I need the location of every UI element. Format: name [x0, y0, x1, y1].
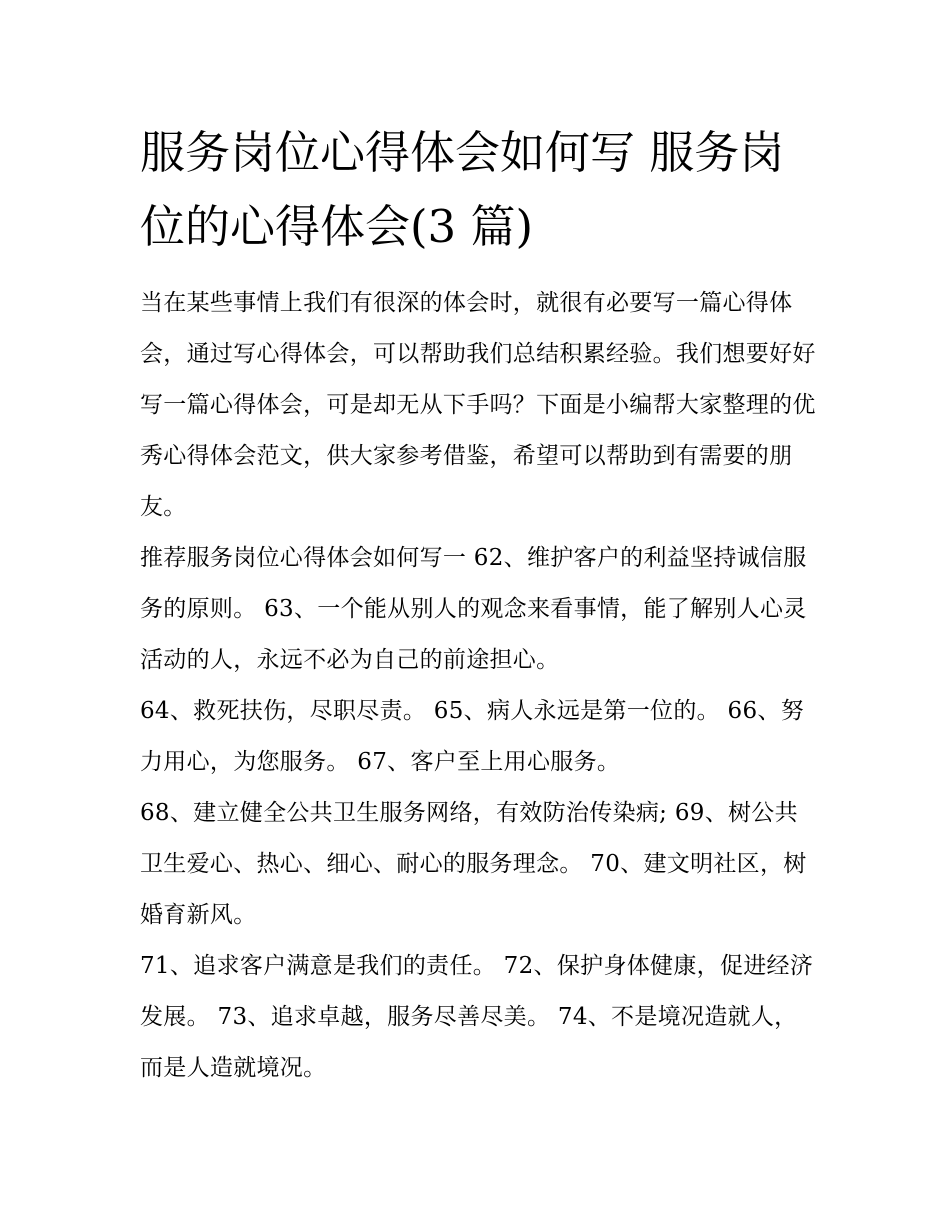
paragraph-71-74: 71、追求客户满意是我们的责任。 72、保护身体健康，促进经济发展。 73、追求卓越，服务尽善尽美。 74、不是境况造就人，而是人造就境况。: [140, 953, 814, 1081]
paragraph-68-70: 68、建立健全公共卫生服务网络，有效防治传染病; 69、树公共卫生爱心、热心、细心、耐心的服务理念。 70、建文明社区，树婚育新风。: [140, 800, 807, 928]
document-title: 服务岗位心得体会如何写 服务岗位的心得体会(3 篇): [140, 126, 785, 253]
paragraph-64-67: 64、救死扶伤，尽职尽责。 65、病人永远是第一位的。 66、努力用心，为您服务。 67、客户至上用心服务。: [140, 698, 805, 775]
paragraph-intro: 当在某些事情上我们有很深的体会时，就很有必要写一篇心得体会，通过写心得体会，可以帮助我们总结积累经验。我们想要好好写一篇心得体会，可是却无从下手吗？下面是小编帮大家整理的优秀心得体会范文，供大家参考借鉴，希望可以帮助到有需要的朋友。: [140, 290, 816, 520]
document-page: [140, 116, 816, 1094]
paragraph-62-63: 推荐服务岗位心得体会如何写一 62、维护客户的利益坚持诚信服务的原则。 63、一个能从别人的观念来看事情，能了解别人心灵活动的人，永远不必为自己的前途担心。: [140, 545, 807, 673]
